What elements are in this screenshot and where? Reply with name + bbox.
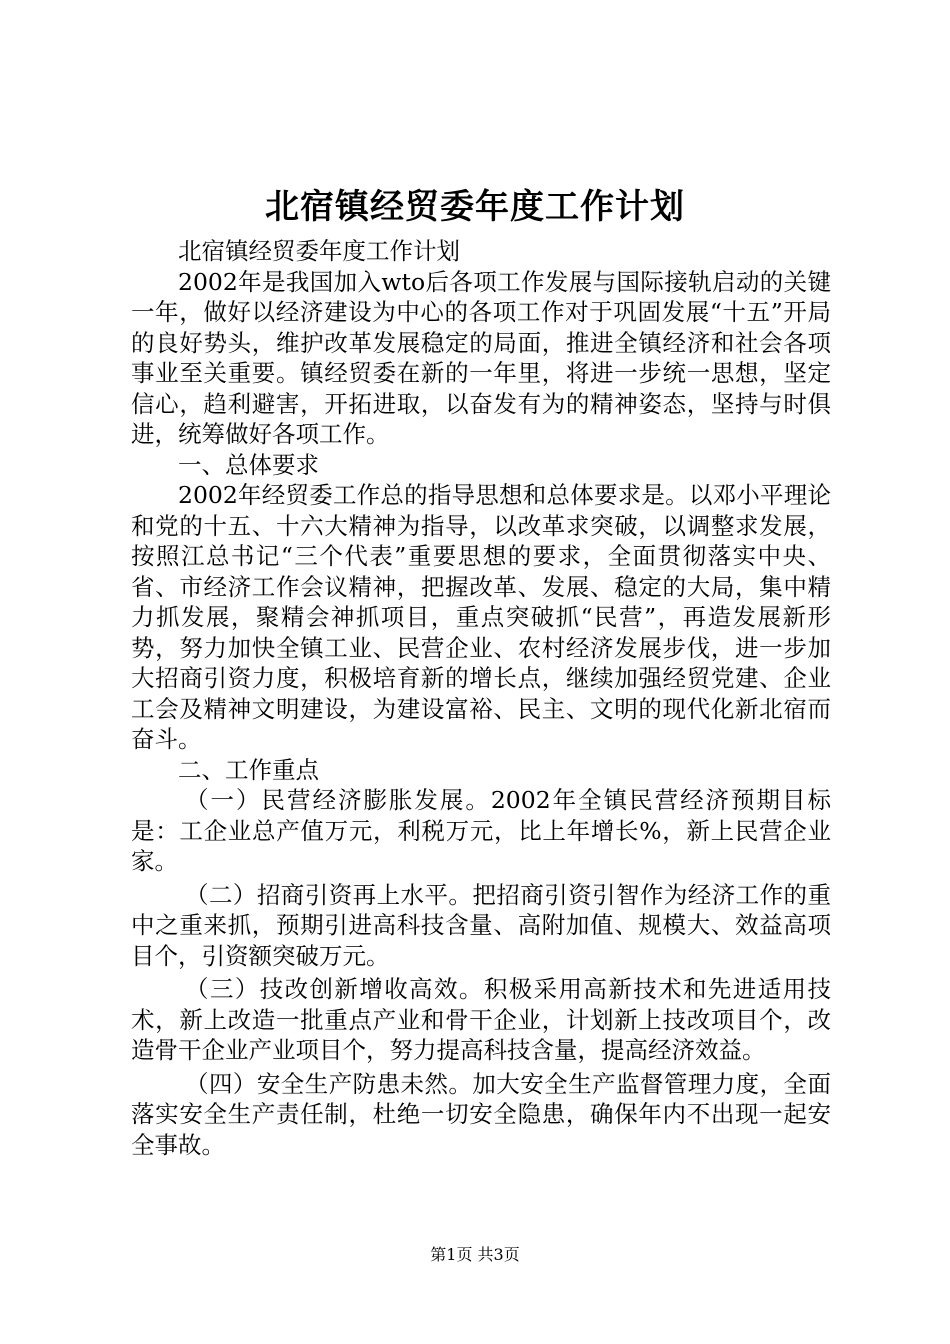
document-body: [131, 236, 831, 1160]
paragraph-subtitle: 北宿镇经贸委年度工作计划: [178, 237, 460, 265]
paragraph-focus-4: （四）安全生产防患未然。加大安全生产监督管理力度，全面落实安全生产责任制，杜绝一切安全隐患，确保年内不出现一起安全事故。: [131, 1069, 831, 1159]
page-footer: 第1页 共3页: [430, 1245, 520, 1264]
section-heading-work-focus: 二、工作重点: [178, 755, 319, 784]
paragraph-focus-1: （一）民营经济膨胀发展。2002年全镇民营经济预期目标是：工企业总产值万元，利税万元，比上年增长%，新上民营企业家。: [131, 786, 831, 875]
paragraph-focus-2: （二）招商引资再上水平。把招商引资引智作为经济工作的重中之重来抓，预期引进高科技含量、高附加值、规模大、效益高项目个，引资额突破万元。: [131, 880, 831, 970]
paragraph-intro: 2002年是我国加入wto后各项工作发展与国际接轨启动的关键一年，做好以经济建设为中心的各项工作对于巩固发展“十五”开局的良好势头，维护改革发展稳定的局面，推进全镇经济和社会各项事业至关重要。镇经贸委在新的一年里，将进一步统一思想，坚定信心，趋利避害，开拓进取，以奋发有为的精神姿态，坚持与时俱进，统筹做好各项工作。: [131, 267, 831, 448]
section-heading-general-requirements: 一、总体要求: [178, 450, 319, 479]
paragraph-focus-3: （三）技改创新增收高效。积极采用高新技术和先进适用技术，新上改造一批重点产业和骨干企业，计划新上技改项目个，改造骨干企业产业项目个，努力提高科技含量，提高经济效益。: [131, 975, 831, 1064]
document-title: 北宿镇经贸委年度工作计划: [265, 187, 685, 227]
paragraph-general-requirements: 2002年经贸委工作总的指导思想和总体要求是。以邓小平理论和党的十五、十六大精神为指导，以改革求突破，以调整求发展，按照江总书记“三个代表”重要思想的要求，全面贯彻落实中央、省、市经济工作会议精神，把握改革、发展、稳定的大局，集中精力抓发展，聚精会神抓项目，重点突破抓“民营”，再造发展新形势，努力加快全镇工业、民营企业、农村经济发展步伐，进一步加大招商引资力度，积极培育新的增长点，继续加强经贸党建、企业工会及精神文明建设，为建设富裕、民主、文明的现代化新北宿而奋斗。: [131, 481, 831, 753]
